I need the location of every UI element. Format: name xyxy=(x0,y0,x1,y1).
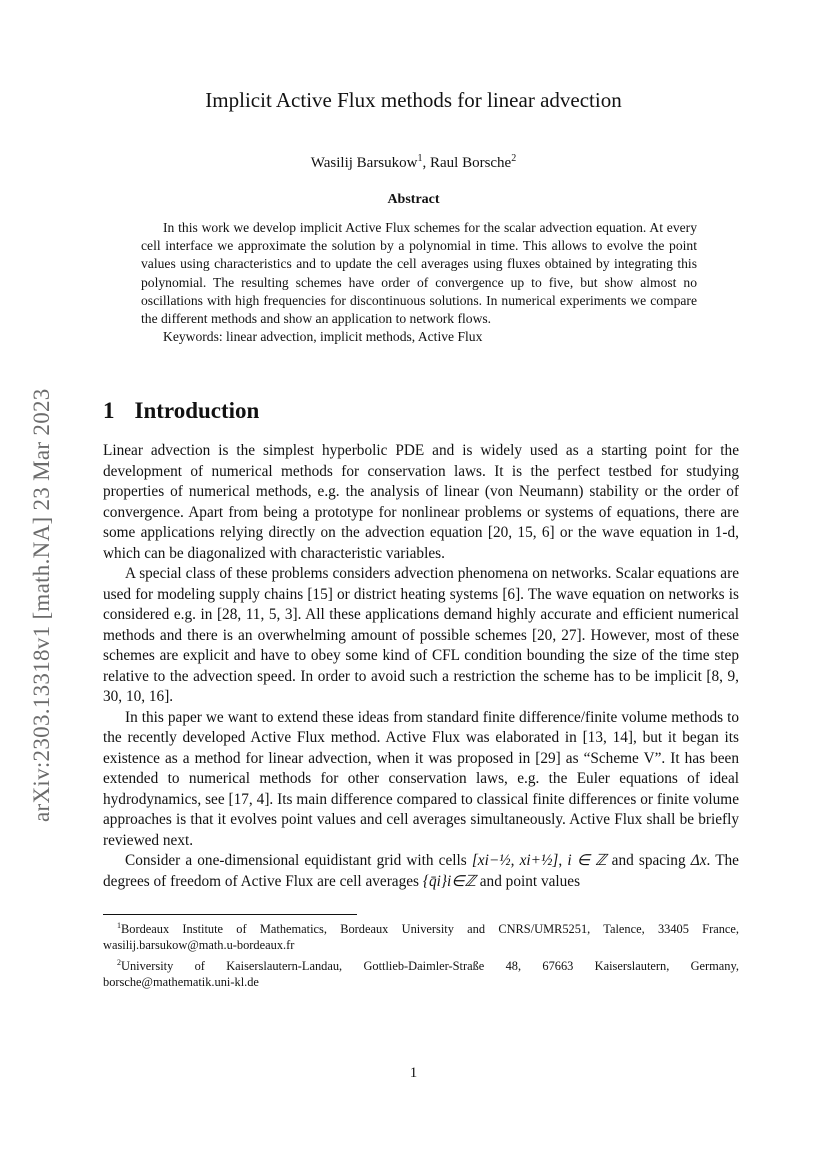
paper-title: Implicit Active Flux methods for linear advection xyxy=(205,88,622,112)
footnote-text: Bordeaux Institute of Mathematics, Bordeaux University and CNRS/UMR5251, Talence, 33405 France, wasilij.barsukow@math.u-bordeaux.fr xyxy=(103,922,739,953)
keywords: Keywords: linear advection, implicit methods, Active Flux xyxy=(163,329,483,345)
section-number: 1 xyxy=(103,398,115,423)
text-run: Consider a one-dimensional equidistant grid with cells xyxy=(125,852,472,869)
footnote-mark: 1 xyxy=(117,921,121,930)
footnote xyxy=(103,955,739,990)
text-run: , xyxy=(558,852,568,869)
footnote-divider xyxy=(103,914,357,915)
section-heading xyxy=(103,398,259,424)
math-spacing: Δx xyxy=(690,852,707,869)
footnote-mark: 2 xyxy=(117,958,121,968)
author-list xyxy=(0,153,827,172)
footnote-text: University of Kaiserslautern-Landau, Gottlieb-Daimler-Straße 48, 67663 Kaiserslautern, Germany, borsche@mathematik.uni-kl.de xyxy=(103,959,739,990)
footnote xyxy=(103,918,739,953)
author-name: Wasilij Barsukow xyxy=(310,155,418,171)
section-title: Introduction xyxy=(134,398,260,423)
paragraph: Linear advection is the simplest hyperbolic PDE and is widely used as a starting point for the development of numerical methods for conservation laws. It is the perfect testbed for studying properties of numerical methods, e.g. the analysis of linear (von Neumann) stability or the order of convergence. Apart from being a prototype for nonlinear problems or systems of equations, there are some applications relying directly on the advection equation [20, 15, 6] or the wave equation in 1-d, which can be diagonalized with characteristic variables. xyxy=(103,442,739,562)
abstract-heading: Abstract xyxy=(387,192,440,207)
text-run: and spacing xyxy=(606,852,691,869)
affiliation-mark: 2 xyxy=(511,153,517,164)
section-body xyxy=(103,441,739,892)
page-number: 1 xyxy=(409,1065,418,1081)
paragraph: A special class of these problems considers advection phenomena on networks. Scalar equations are used for modeling supply chains [15] or district heating systems [6]. The wave equation on networks is considered e.g. in [28, 11, 5, 3]. All these applications demand highly accurate and efficient numerical methods and there is an overwhelming amount of possible schemes [20, 27]. However, most of these schemes are explicit and have to obey some kind of CFL condition bounding the size of the time step relative to the advection speed. In order to avoid such a restriction the scheme has to be implicit [8, 9, 30, 10, 16]. xyxy=(103,565,739,705)
text-run: and point values xyxy=(475,872,581,890)
arxiv-sidebar-stamp: arXiv:2303.13318v1 [math.NA] 23 Mar 2023 xyxy=(29,388,54,822)
math-interval: [xi−½, xi+½] xyxy=(471,852,559,869)
paragraph xyxy=(103,851,739,892)
author-separator: , xyxy=(422,155,430,171)
author-name: Raul Borsche xyxy=(429,155,512,171)
text-run: . The degrees of freedom of Active Flux are cell averages xyxy=(103,852,739,890)
abstract-text: In this work we develop implicit Active Flux schemes for the scalar advection equation. At every cell interface we approximate the solution by a polynomial in time. This allows to evolve the point values using characteristics and to update the cell averages using fluxes obtained by integrating this polynomial. The resulting schemes have order of convergence up to five, but show almost no oscillations with high frequencies for discontinuous solutions. In numerical experiments we compare the different methods and show an application to network flows. xyxy=(141,220,697,327)
paragraph: In this paper we want to extend these ideas from standard finite difference/finite volume methods to the recently developed Active Flux method. Active Flux was elaborated in [13, 14], but it began its existence as a method for linear advection, when it was proposed in [29] as “Scheme V”. It has been extended to numerical methods for other conservation laws, e.g. the Euler equations of ideal hydrodynamics, see [17, 4]. Its main difference compared to classical finite differences or finite volume approaches is that it evolves point values and cell averages simultaneously. Active Flux shall be briefly reviewed next. xyxy=(103,708,739,849)
footnotes xyxy=(103,918,739,992)
abstract-body xyxy=(141,219,697,346)
math-index: i ∈ ℤ xyxy=(567,852,607,869)
math-cell-averages: {q̄i}i∈ℤ xyxy=(422,872,476,890)
affiliation-mark: 1 xyxy=(417,153,423,164)
